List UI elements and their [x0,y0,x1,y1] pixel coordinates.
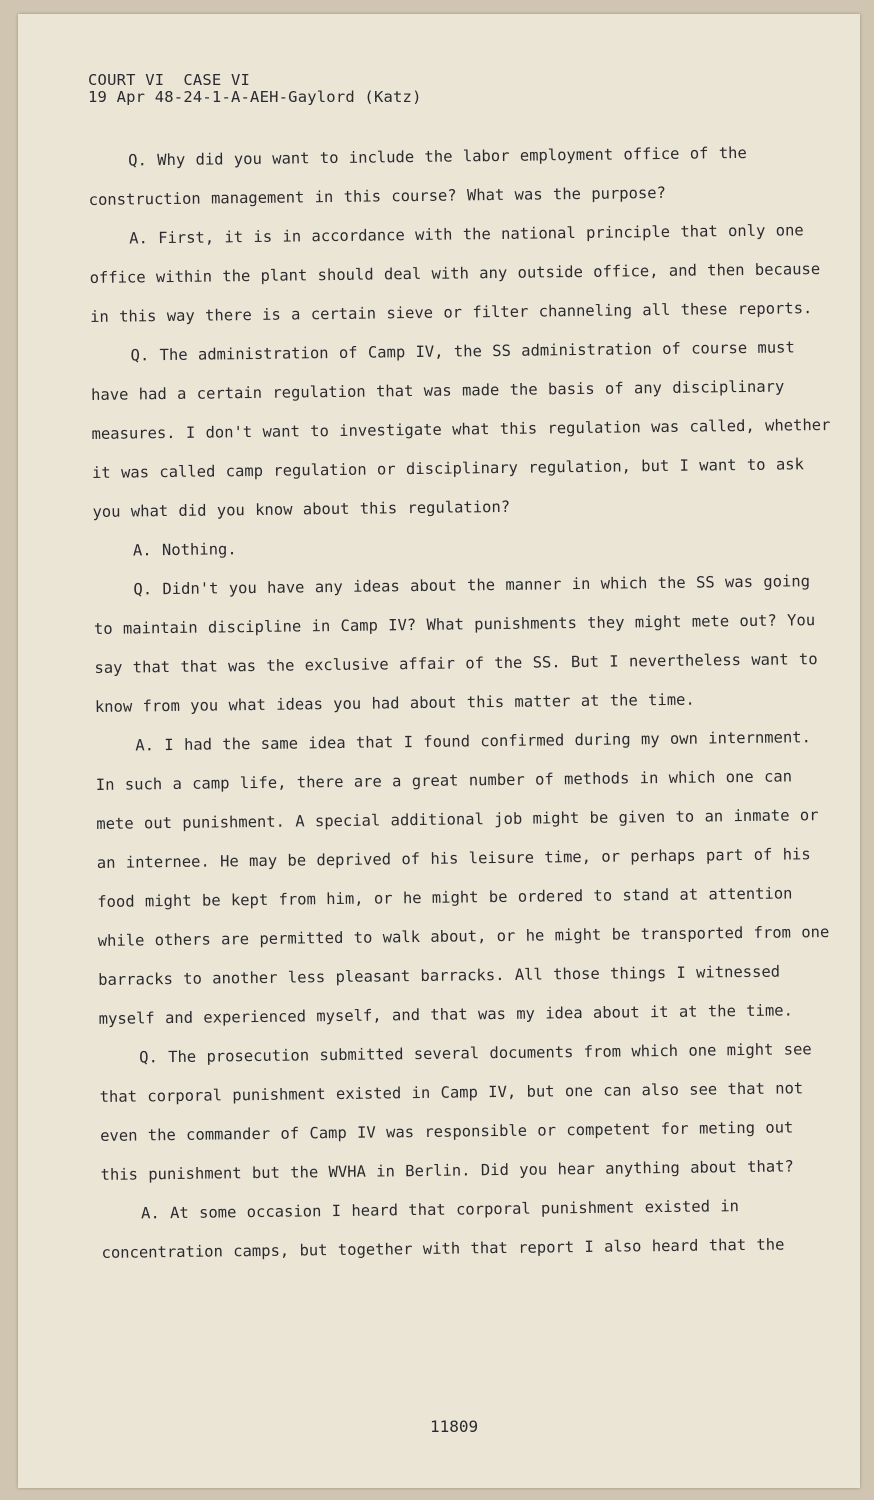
session-reference-line: 19 Apr 48-24-1-A-AEH-Gaylord (Katz) [88,88,422,106]
transcript-paragraph: Q. Didn't you have any ideas about the manner in which the SS was going to maintain discipline in Camp IV? What punishments they might mete out? You say that that was the exclusive affair of the SS. But I nevertheless want to know from you what ideas you had about this matter at the time. [93,572,818,716]
transcript-paragraph: A. Nothing. [132,540,237,560]
transcript-paragraph: Q. Why did you want to include the labor employment office of the construction management in this course? What was the purpose? [88,143,747,209]
transcript-paragraph: A. I had the same idea that I found confirmed during my own internment. In such a camp life, there are a great number of methods in which one can mete out punishment. A special additional job might be given to an inmate or an internee. He may be deprived of his leisure time, or perhaps part of his food might be kept from him, or he might be ordered to stand at attention while others are permitted to walk about, or he might be transported from one barracks to another less pleasant barracks. All those things I witnessed myself and experienced myself, and that was my idea about it at the time. [95,728,830,1028]
page-number: 11809 [430,1417,479,1436]
transcript-body [88,133,842,1273]
transcript-paragraph: A. At some occasion I heard that corporal punishment existed in concentration camps, but together with that report I also heard that the [101,1197,785,1262]
court-case-line: COURT VI CASE VI [88,71,251,89]
transcript-paragraph: A. First, it is in accordance with the national principle that only one office within the plant should deal with any outside office, and then because in this way there is a certain sieve or filter channeling all these reports. [89,221,821,326]
transcript-paragraph: Q. The prosecution submitted several documents from which one might see that corporal punishment existed in Camp IV, but one can also see that not even the commander of Camp IV was responsible or competent for meting out this punishment but the WVHA in Berlin. Did you hear anything about that? [99,1040,812,1184]
document-header [88,72,422,106]
transcript-paragraph: Q. The administration of Camp IV, the SS administration of course must have had a certain regulation that was made the basis of any disciplinary measures. I don't want to investigate what this regulation was called, whether it was called camp regulation or disciplinary regulation, but I want to ask you what did you know about this regulation? [90,338,831,521]
document-page [18,14,860,1488]
